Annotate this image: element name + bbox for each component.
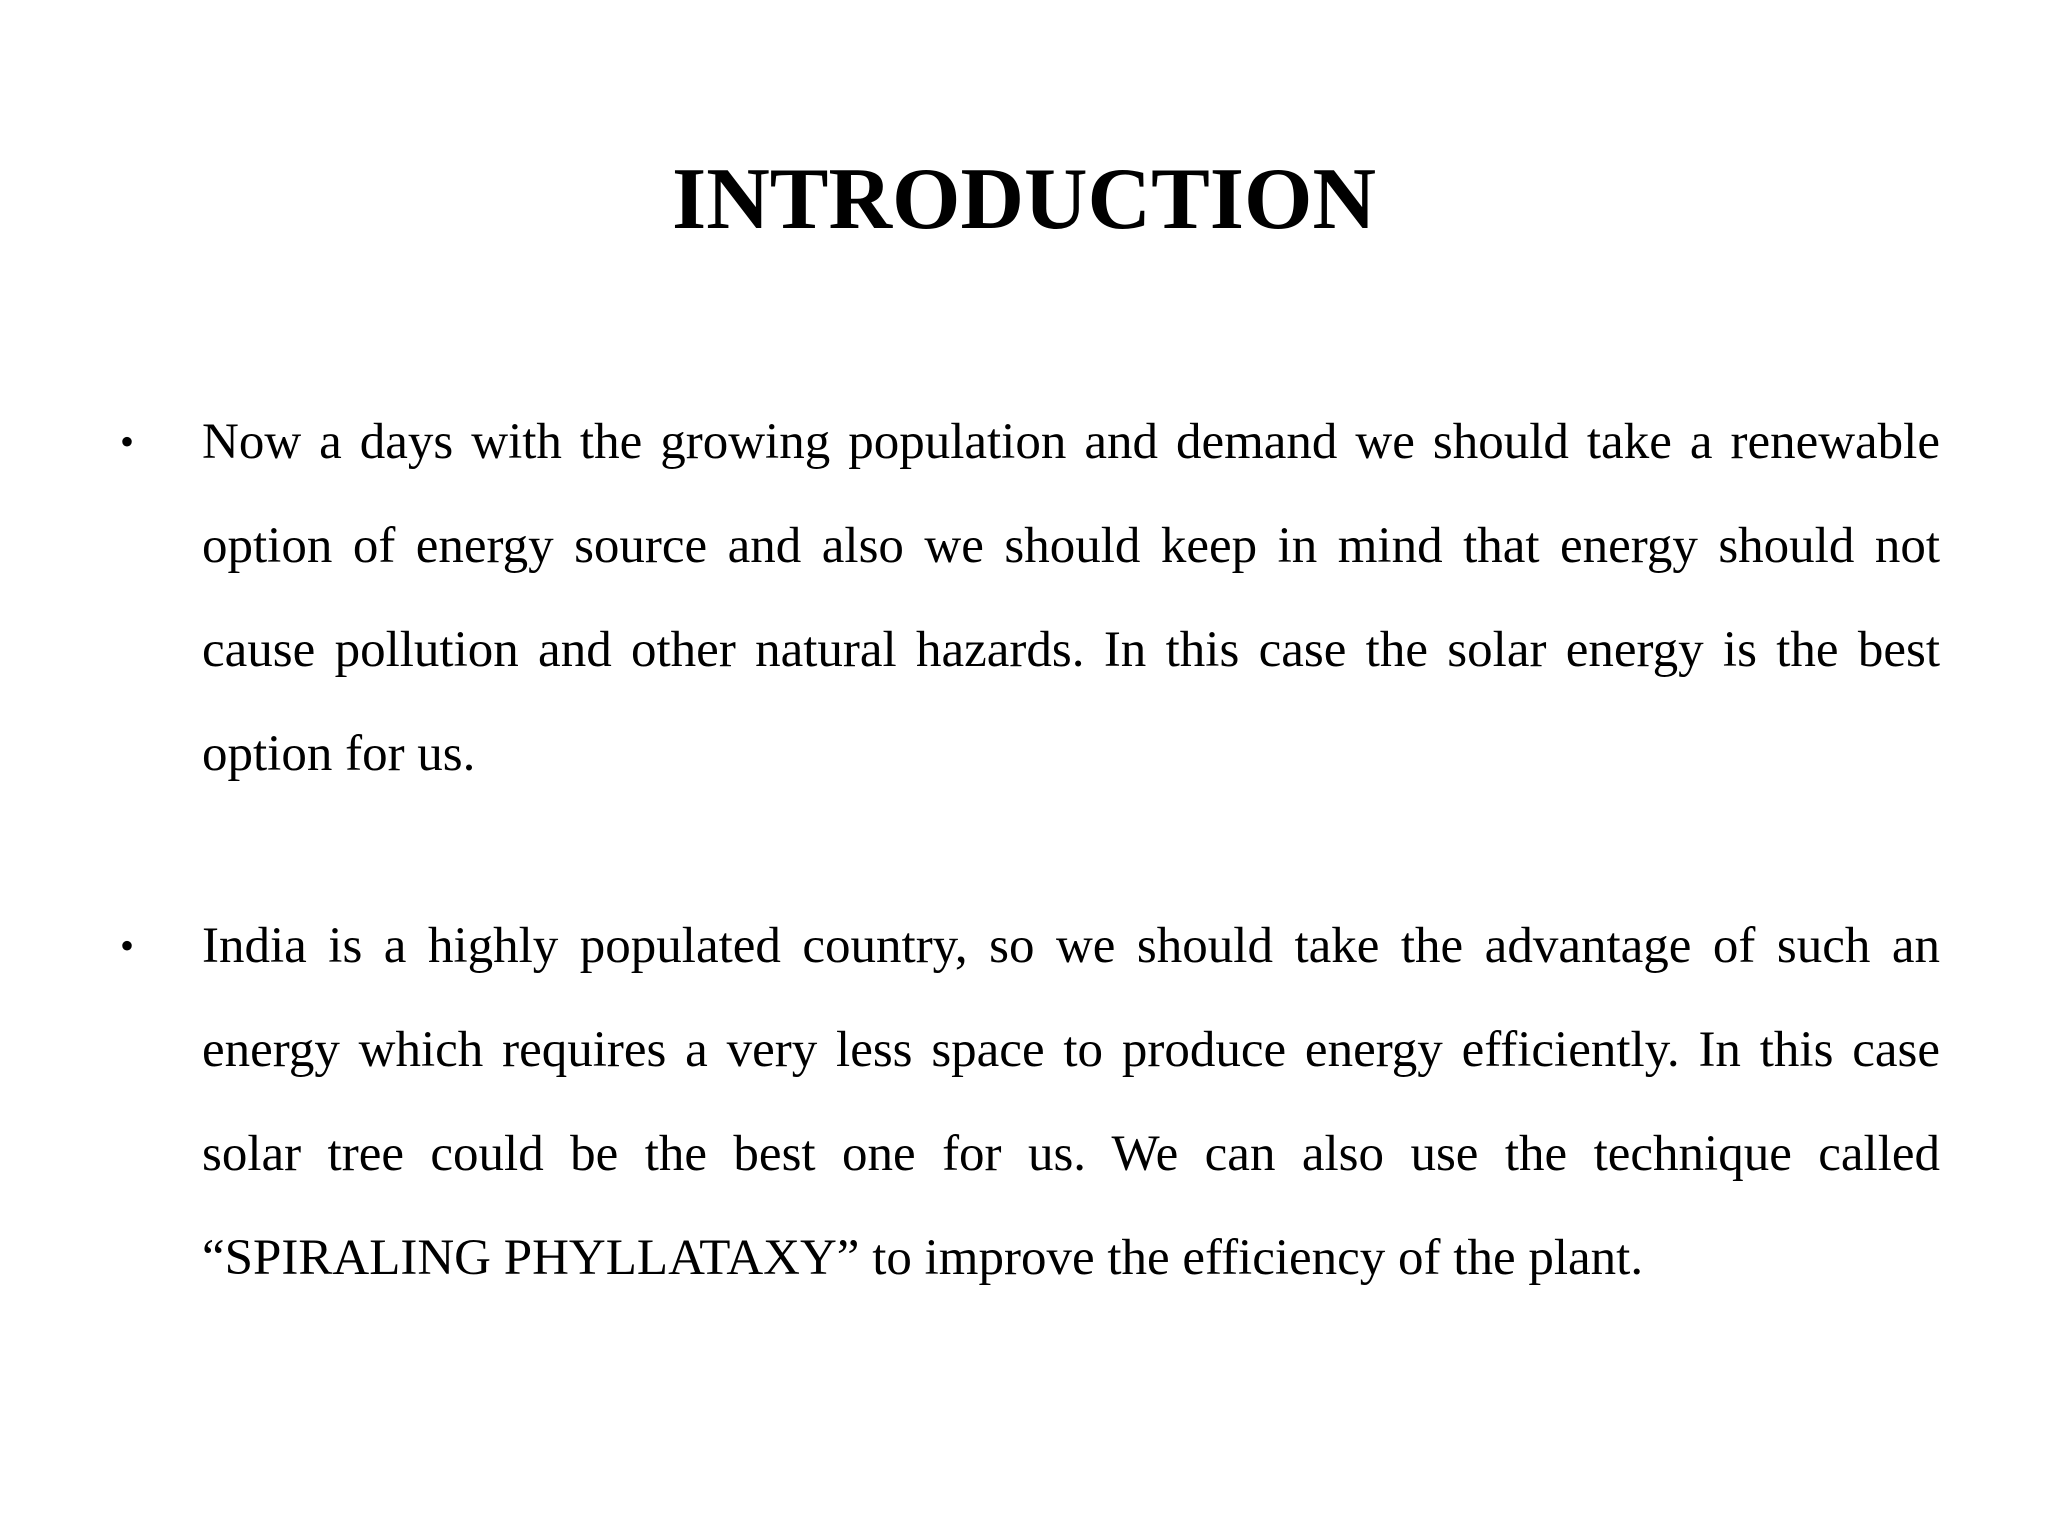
bullet-item-2 bbox=[120, 894, 1940, 1310]
bullet-item-1 bbox=[120, 390, 1940, 806]
bullet-text: India is a highly populated country, so we should take the advantage of such an energy which requires a very less space to produce energy efficiently. In this case solar tree could be the best one for us. We can also use the technique called “SPIRALING PHYLLATAXY” to improve the efficiency of the plant. bbox=[202, 918, 1940, 1286]
bullet-marker: • bbox=[120, 923, 135, 968]
bullet-marker: • bbox=[120, 419, 135, 464]
slide-title: INTRODUCTION bbox=[671, 151, 1377, 248]
bullet-text: Now a days with the growing population and demand we should take a renewable option of energy source and also we should keep in mind that energy should not cause pollution and other natural hazards. In this case the solar energy is the best option for us. bbox=[202, 414, 1940, 782]
bullet-list bbox=[120, 390, 1940, 1310]
